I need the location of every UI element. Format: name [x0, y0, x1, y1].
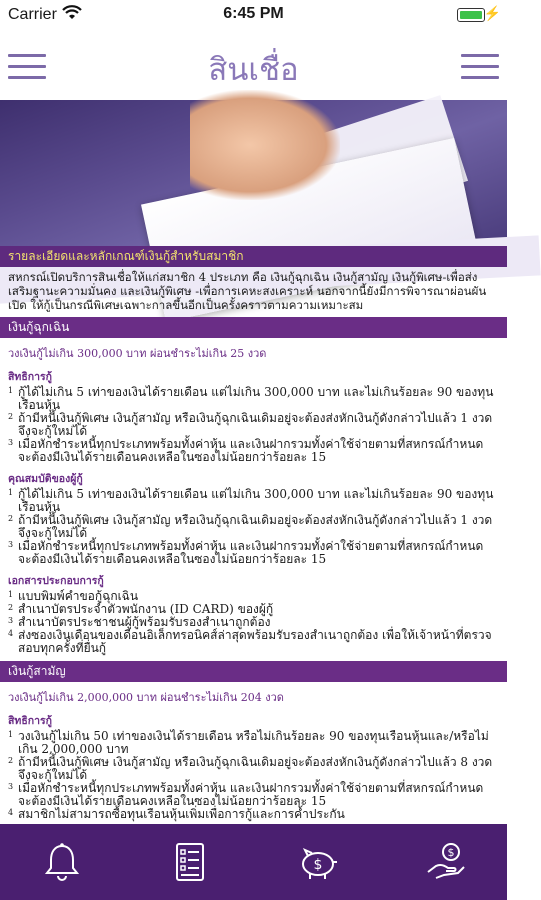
list-item: 3 เมื่อหักชำระหนี้ทุกประเภทพร้อมทั้งค่าหุ้น และเงินฝากรวมทั้งค่าใช้จ่ายตามที่สหกรณ์กำหนด จะต้องมีเงินได้รายเดือนคงเหลือในซองไม่น้อยกว่าร้อยละ 15	[8, 539, 484, 566]
carrier-label: Carrier	[8, 6, 57, 23]
list-item: 4 ส่งซองเงินเดือนของเดือนอิเล็กทรอนิคส์ล่าสุดพร้อมรับรองสำเนาถูกต้อง เพื่อให้เจ้าหน้าที่ตรวจสอบทุกครั้งที่ยื่นกู้	[8, 628, 492, 655]
list-item: 1 กู้ได้ไม่เกิน 5 เท่าของเงินได้รายเดือน แต่ไม่เกิน 300,000 บาท และไม่เกินร้อยละ 90 ของทุนเรือนหุ้น	[8, 385, 494, 412]
page-title: สินเชื่อ	[208, 52, 299, 88]
svg-text:$: $	[447, 846, 455, 859]
charging-icon: ⚡	[483, 5, 501, 21]
ordinary-limit: วงเงินกู้ไม่เกิน 2,000,000 บาท ผ่อนชำระไม่เกิน 204 งวด	[8, 691, 284, 704]
battery-icon	[457, 8, 485, 22]
section-ordinary-title: เงินกู้สามัญ	[0, 661, 507, 682]
list-item: 1 วงเงินกู้ไม่เกิน 50 เท่าของเงินได้รายเดือน หรือไม่เกินร้อยละ 90 ของทุนเรือนหุ้นและ/หรือไม่เกิน 2,000,000 บาท	[8, 729, 489, 756]
list-item: 2 ถ้ามีหนี้เงินกู้พิเศษ เงินกู้สามัญ หรือเงินกู้ฉุกเฉินเดิมอยู่จะต้องส่งหักเงินกู้ดังกล่าวไปแล้ว 1 งวด จึงจะกู้ใหม่ได้	[8, 513, 493, 540]
section-emergency-title: เงินกู้ฉุกเฉิน	[0, 317, 507, 338]
list-item: 2 ถ้ามีหนี้เงินกู้พิเศษ เงินกู้สามัญ หรือเงินกู้ฉุกเฉินเดิมอยู่จะต้องส่งหักเงินกู้ดังกล่าวไปแล้ว 1 งวด จึงจะกู้ใหม่ได้	[8, 411, 493, 438]
emergency-qual-title: คุณสมบัติของผู้กู้	[8, 473, 83, 485]
tab-bar	[0, 824, 507, 900]
emergency-docs-title: เอกสารประกอบการกู้	[8, 575, 104, 587]
list-item: 3 เมื่อหักชำระหนี้ทุกประเภทพร้อมทั้งค่าหุ้น และเงินฝากรวมทั้งค่าใช้จ่ายตามที่สหกรณ์กำหนด จะต้องมีเงินได้รายเดือนคงเหลือในซองไม่น้อยกว่าร้อยละ 15	[8, 437, 484, 464]
statement-icon[interactable]	[168, 840, 212, 884]
intro-text: สหกรณ์เปิดบริการสินเชื่อให้แก่สมาชิก 4 ประเภท คือ เงินกู้ฉุกเฉิน เงินกู้สามัญ เงินกู้พิเศษ-เพื่อส่งเสริมฐานะความมั่นคง และเงินกู้พิเศษ -เพื่อการเคหะสงเคราะห์ นอกจากนี้ยังมีการพิจารณาผ่อนผัน เปิด ให้กู้เป็นกรณีพิเศษเฉพาะกาลขึ้นอีกเป็นครั้งคราวตามความเหมาะสม	[8, 270, 487, 312]
hero-image	[0, 100, 507, 246]
list-item: 4 สมาชิกไม่สามารถซื้อทุนเรือนหุ้นเพิ่มเพื่อการกู้และการค้ำประกัน	[8, 807, 345, 821]
status-bar	[0, 0, 507, 30]
list-item: 1 แบบพิมพ์คำขอกู้ฉุกเฉิน	[8, 589, 139, 603]
loan-hand-icon[interactable]	[424, 840, 468, 884]
ordinary-rights-title: สิทธิการกู้	[8, 715, 52, 727]
clock: 6:45 PM	[223, 5, 284, 22]
list-item: 3 เมื่อหักชำระหนี้ทุกประเภทพร้อมทั้งค่าหุ้น และเงินฝากรวมทั้งค่าใช้จ่ายตามที่สหกรณ์กำหนด จะต้องมีเงินได้รายเดือนคงเหลือในซองไม่น้อยกว่าร้อยละ 15	[8, 781, 484, 808]
details-heading: รายละเอียดและหลักเกณฑ์เงินกู้สำหรับสมาชิก	[0, 246, 507, 267]
piggy-bank-icon[interactable]	[296, 840, 340, 884]
menu-right-icon[interactable]	[461, 52, 499, 82]
list-item: 2 ถ้ามีหนี้เงินกู้พิเศษ เงินกู้สามัญ หรือเงินกู้ฉุกเฉินเดิมอยู่จะต้องส่งหักเงินกู้ดังกล่าวไปแล้ว 8 งวด จึงจะกู้ใหม่ได้	[8, 755, 493, 782]
bell-icon[interactable]	[40, 840, 84, 884]
loan-content[interactable]	[0, 246, 507, 824]
emergency-limit: วงเงินกู้ไม่เกิน 300,000 บาท ผ่อนชำระไม่เกิน 25 งวด	[8, 347, 267, 360]
list-item: 3 สำเนาบัตรประชาชนผู้กู้พร้อมรับรองสำเนาถูกต้อง	[8, 615, 271, 629]
list-item: 1 กู้ได้ไม่เกิน 5 เท่าของเงินได้รายเดือน แต่ไม่เกิน 300,000 บาท และไม่เกินร้อยละ 90 ของทุนเรือนหุ้น	[8, 487, 494, 514]
list-item: 2 สำเนาบัตรประจำตัวพนักงาน (ID CARD) ของผู้กู้	[8, 602, 274, 616]
emergency-rights-title: สิทธิการกู้	[8, 371, 52, 383]
svg-text:$: $	[313, 857, 323, 873]
